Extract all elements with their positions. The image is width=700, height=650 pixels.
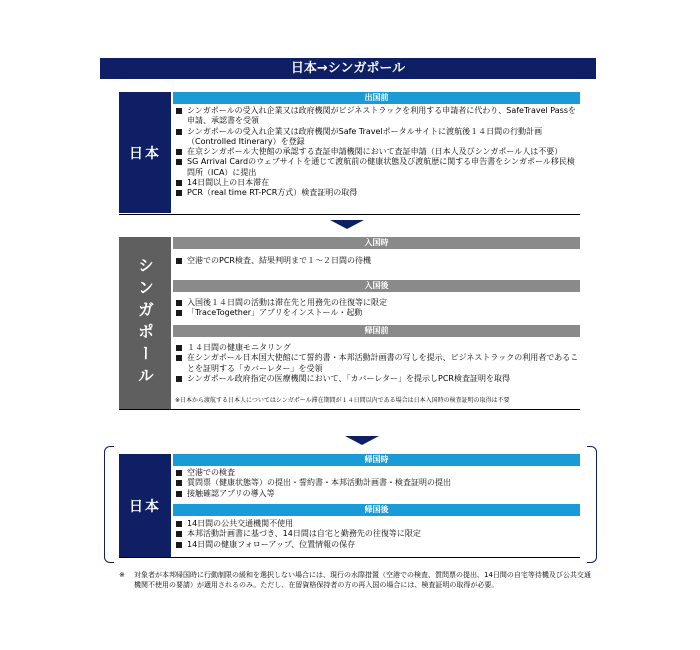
flow-arrow-icon bbox=[330, 220, 364, 229]
section-divider bbox=[119, 557, 580, 558]
departure-header: 出国前 bbox=[173, 92, 580, 104]
list-item: １４日間の健康モニタリング bbox=[173, 343, 580, 353]
list-item: シンガポールの受入れ企業又は政府機関がビジネストラックを利用する申請者に代わり、SafeTravel Passを申請、承認書を受領 bbox=[173, 106, 580, 127]
japan-return-side-label: 日本 bbox=[119, 454, 171, 557]
list-item: 空港でのPCR検査、結果判明まで１～２日間の待機 bbox=[173, 256, 580, 266]
list-item: 14日間の公共交通機関不使用 bbox=[173, 519, 580, 529]
after-return-header: 帰国後 bbox=[173, 504, 580, 516]
footnote-mark: ※ bbox=[119, 571, 125, 579]
after-entry-list bbox=[173, 298, 580, 319]
singapore-note: ※日本から渡航する日本人についてはシンガポール滞在期間が１４日間以内である場合は日本入国時の検査証明の取得は不要 bbox=[175, 397, 510, 404]
list-item: PCR（real time RT-PCR方式）検査証明の取得 bbox=[173, 188, 580, 198]
departure-list bbox=[173, 106, 580, 199]
flow-arrow-icon bbox=[345, 436, 379, 445]
page-title: 日本→シンガポール bbox=[100, 58, 596, 79]
footnote-text: 対象者が本邦帰国時に行動制限の緩和を選択しない場合には、現行の水際措置（空港での検査、質問票の提出、14日間の自宅等待機及び公共交通機関不使用の要請）が適用されるのみ。ただし、在留資格保持者の方の再入国の場合には、検査証明の取得が必要。 bbox=[134, 571, 591, 589]
list-item: 「TraceTogether」アプリをインストール・起動 bbox=[173, 308, 580, 318]
before-return-list bbox=[173, 343, 580, 384]
list-item: 在シンガポール日本国大使館にて誓約書・本邦活動計画書の写しを提示、ビジネストラックの利用者であることを証明する「カバーレター」を受領 bbox=[173, 353, 580, 374]
japan-departure-side-label: 日本 bbox=[119, 92, 171, 213]
list-item: SG Arrival Cardのウェブサイトを通じて渡航前の健康状態及び渡航歴に関する申告書をシンガポール移民検問所（ICA）に提出 bbox=[173, 157, 580, 178]
entry-list bbox=[173, 256, 580, 266]
after-entry-header: 入国後 bbox=[173, 280, 580, 292]
singapore-side-label: シンガポール bbox=[119, 237, 171, 409]
list-item: 質問票（健康状態等）の提出・誓約書・本邦活動計画書・検査証明の提出 bbox=[173, 478, 580, 488]
left-bracket bbox=[104, 446, 114, 563]
list-item: 接触確認アプリの導入等 bbox=[173, 489, 580, 499]
section-divider bbox=[119, 214, 580, 215]
before-return-header: 帰国前 bbox=[173, 325, 580, 337]
section-divider bbox=[119, 409, 580, 410]
list-item: シンガポール政府指定の医療機関において、「カバーレター」を提示しPCR検査証明を取得 bbox=[173, 374, 580, 384]
after-return-list bbox=[173, 519, 580, 550]
arrival-header: 帰国時 bbox=[173, 454, 580, 466]
list-item: 14日間以上の日本滞在 bbox=[173, 178, 580, 188]
entry-header: 入国時 bbox=[173, 237, 580, 249]
list-item: 在京シンガポール大使館の承認する査証申請機関において査証申請（日本人及びシンガポール人は不要） bbox=[173, 147, 580, 157]
list-item: 入国後１４日間の活動は滞在先と用務先の往復等に限定 bbox=[173, 298, 580, 308]
right-bracket bbox=[587, 446, 597, 563]
list-item: 14日間の健康フォローアップ、位置情報の保存 bbox=[173, 540, 580, 550]
arrival-list bbox=[173, 468, 580, 499]
list-item: シンガポールの受入れ企業又は政府機関がSafe Travelポータルサイトに渡航後１４日間の行動計画（Controlled Itinerary）を登録 bbox=[173, 127, 580, 148]
list-item: 空港での検査 bbox=[173, 468, 580, 478]
list-item: 本邦活動計画書に基づき、14日間は自宅と勤務先の往復等に限定 bbox=[173, 529, 580, 539]
